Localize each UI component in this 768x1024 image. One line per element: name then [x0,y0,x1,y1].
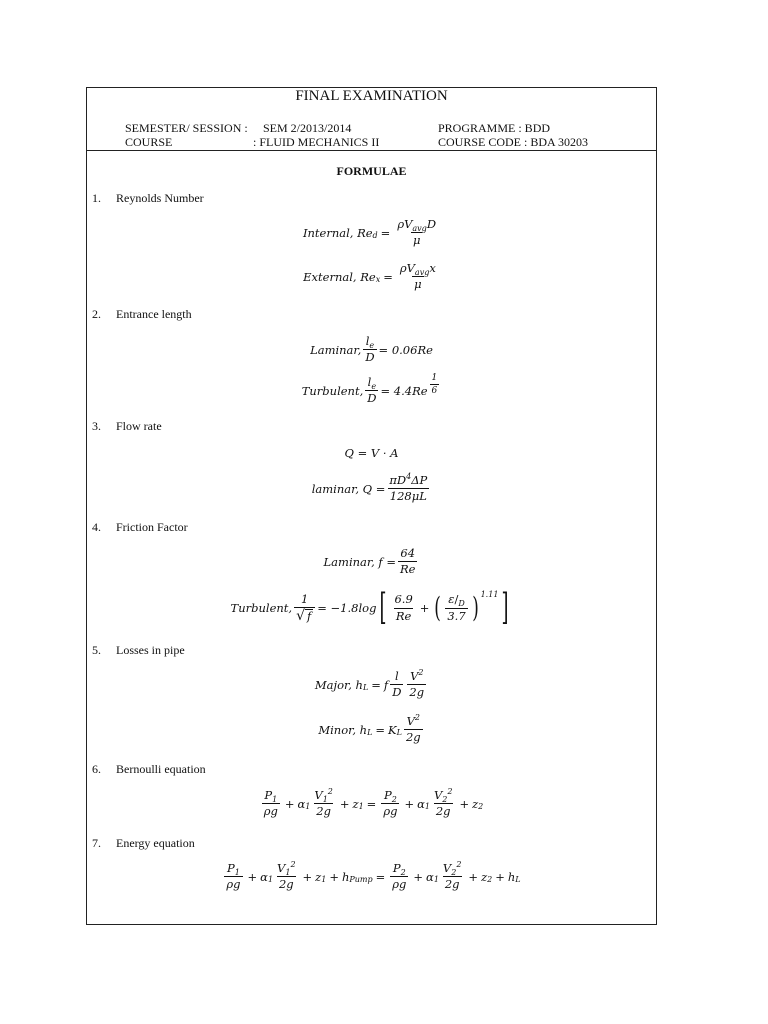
eq-entrance-turbulent: Turbulent, $\frac{l_e}{D}$ = 4.4Re $\frac{1}{6}$ [301,372,438,406]
eq-label: Minor, h [318,722,368,737]
eq-flow-rate: Q = V · A [344,446,399,460]
eq-label: laminar, Q = [311,481,386,496]
section-losses [92,643,185,658]
section-reynolds [92,191,204,206]
section-title: Flow rate [116,419,162,433]
exponent-denominator: 6 [431,386,438,397]
exam-title: FINAL EXAMINATION [295,88,448,104]
section-number: 4. [92,520,101,534]
section-title: Bernoulli equation [116,762,206,776]
eq-label: External, Re [303,269,376,284]
course-value: : FLUID MECHANICS II [253,135,380,149]
section-number: 7. [92,836,101,850]
eq-subscript: x [375,275,381,285]
eq-loss-major: Major, h L = f $\frac{l}{D}$ $\frac{V^2}{2g}$ [314,668,425,700]
semester-value: SEM 2/2013/2014 [263,121,352,135]
semester-label: SEMESTER/ SESSION : [125,121,248,135]
header-divider [86,150,657,151]
section-number: 3. [92,419,101,433]
eq-reynolds-external: External, Re x = $\frac{\rho V_{avg}x}{\mu}$ [303,261,436,292]
eq-flow-laminar: laminar, Q = $\frac{\pi D^4\Delta P}{128\mu L}$ [311,472,428,504]
eq-bernoulli: $\frac{P_1}{\rho g}$ + α 1 $\frac{V_1^2}{2g}$ + z 1 = $\frac{P_2}{\rho g}$ + α 1 $\frac{V_2^2}{2g}$ + z 2 [263,787,484,819]
section-title: Friction Factor [116,520,188,534]
eq-label: Laminar, [310,342,362,357]
section-title: Entrance length [116,307,192,321]
formulae-heading: FORMULAE [336,164,407,178]
section-number: 1. [92,191,101,205]
programme: PROGRAMME : BDD [438,121,551,135]
section-entrance-length [92,307,192,322]
section-bernoulli [92,762,206,777]
exponent: 1.11 [480,589,499,599]
eq-label: Turbulent, [230,601,293,615]
section-title: Energy equation [116,836,195,850]
exponent-numerator: 1 [431,372,438,383]
eq-label: Turbulent, [301,383,364,398]
eq-subscript: d [372,231,378,241]
eq-reynolds-internal: Internal, Re d = $\frac{\rho V_{avg}D}{\mu}$ [302,217,437,248]
section-number: 2. [92,307,101,321]
eq-label: Major, h [314,677,363,692]
eq-rhs: = 4.4Re [380,383,428,398]
eq-entrance-laminar: Laminar, $\frac{l_e}{D}$ = 0.06Re [310,334,433,365]
section-title: Reynolds Number [116,191,204,205]
section-title: Losses in pipe [116,643,185,657]
course-label: COURSE [125,135,173,149]
section-friction-factor [92,520,188,535]
eq-coefficient: = −1.8log [317,601,377,615]
eq-label: Laminar, f = [323,554,396,569]
section-number: 5. [92,643,101,657]
section-number: 6. [92,762,101,776]
section-flow-rate [92,419,162,434]
eq-rhs: = 0.06Re [378,342,433,357]
eq-loss-minor: Minor, h L = K L $\frac{V^2}{2g}$ [318,713,421,745]
section-energy [92,836,195,851]
eq-energy: $\frac{P_1}{\rho g}$ + α 1 $\frac{V_1^2}{2g}$ + z 1 + h Pump = $\frac{P_2}{\rho g}$ + α 1 $\frac{V_2^2}{2g}$ + z 2 + h L [226,860,521,892]
pump-subscript: Pump [349,875,373,885]
course-code: COURSE CODE : BDA 30203 [438,135,589,149]
eq-friction-laminar: Laminar, f = $\frac{64}{Re}$ [323,546,416,577]
eq-friction-turbulent: Turbulent, 1 √ f = −1.8log [ $\frac{6.9}{Re}$ + ( $\frac{\varepsilon/_D}{3.7}$ ) 1.11 ] [230,587,509,628]
eq-label: Internal, Re [302,225,373,240]
